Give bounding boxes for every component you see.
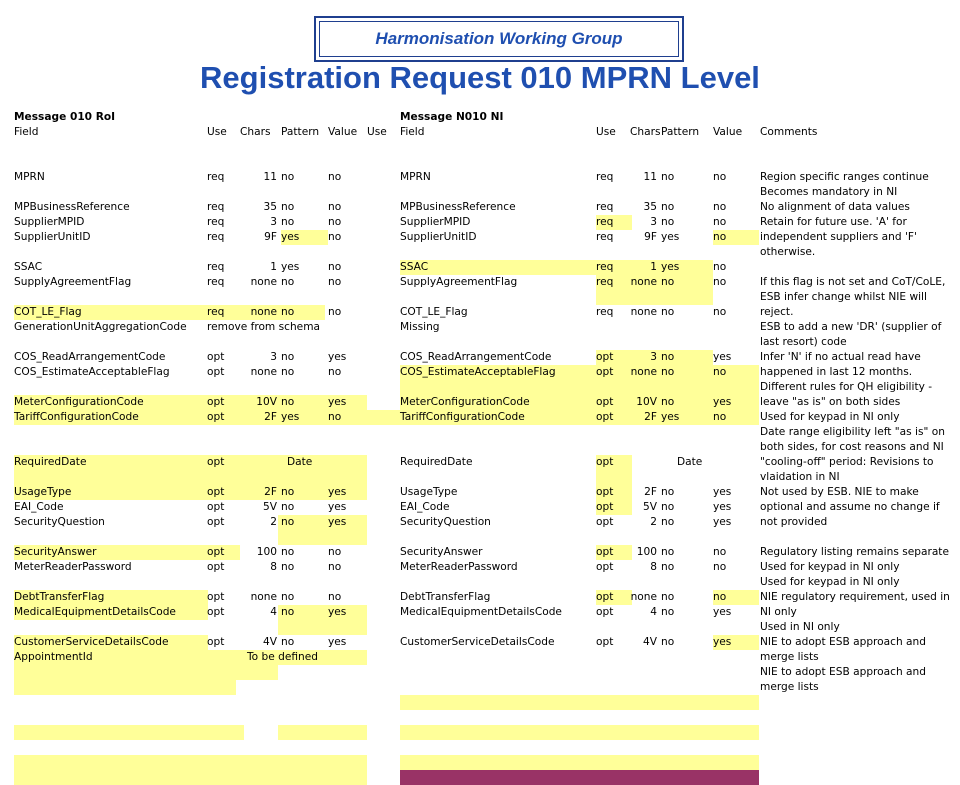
left-use: opt [207, 366, 225, 378]
right-field-name: DebtTransferFlag [400, 591, 491, 603]
row-comment: Different rules for QH eligibility - leave "as is" on both sides [760, 381, 933, 408]
left-use: req [207, 201, 225, 213]
right-field-name: SupplierMPID [400, 216, 471, 228]
row-comment: Region specific ranges continue [760, 171, 929, 183]
right-pattern: no [661, 276, 675, 288]
right-use: opt [596, 636, 614, 648]
right-column-header: Pattern [661, 126, 700, 138]
left-pattern: no [281, 396, 295, 408]
right-field-name: AppointmentId [400, 651, 479, 663]
right-pattern: no [661, 546, 675, 558]
right-use: opt [596, 486, 614, 498]
left-chars: 100 [256, 546, 277, 558]
row-comment: NIE regulatory requirement, used in NI only [760, 591, 950, 618]
highlight-cell [14, 755, 367, 770]
right-value: no [713, 201, 727, 213]
row-comment: NIE to adopt ESB approach and merge lists [760, 666, 926, 693]
right-chars: 3 [650, 216, 657, 228]
right-value: yes [713, 351, 732, 363]
left-field-name: DebtTransferFlag [14, 591, 105, 603]
row-comment: Not used by ESB. NIE to make optional and assume no change if not provided [760, 486, 940, 528]
left-use: req [207, 171, 225, 183]
right-use: opt [596, 516, 614, 528]
right-pattern: yes [661, 261, 680, 273]
left-use: opt [207, 606, 225, 618]
right-use: opt [596, 456, 614, 468]
left-pattern: yes [281, 411, 300, 423]
left-chars: 3 [270, 351, 277, 363]
left-field-name: SupplyAgreementFlag [14, 276, 132, 288]
right-use: opt [596, 411, 614, 423]
right-pattern: yes [661, 411, 680, 423]
right-field-name: COT_LE_Flag [400, 306, 468, 318]
right-date: Date [677, 456, 703, 468]
left-use: opt [207, 501, 225, 513]
left-value: no [328, 561, 342, 573]
left-use: opt [207, 411, 225, 423]
left-value: yes [328, 606, 347, 618]
right-use: opt [596, 561, 614, 573]
left-remove-note: remove from schema [207, 321, 321, 333]
left-chars: 8 [270, 561, 277, 573]
right-pattern: no [661, 516, 675, 528]
right-table-heading: Message N010 NI [400, 111, 504, 123]
left-field-name: MedicalEquipmentDetailsCode [14, 606, 176, 618]
left-chars: 2F [264, 486, 277, 498]
left-chars: 1 [270, 261, 277, 273]
comparison-table [14, 110, 955, 698]
left-field-name: MPBusinessReference [14, 201, 130, 213]
left-field-name: TariffConfigurationCode [14, 411, 139, 423]
right-value: no [713, 171, 727, 183]
right-field-name: SupplyAgreementFlag [400, 276, 518, 288]
right-chars: none [630, 276, 657, 288]
left-field-name: COS_EstimateAcceptableFlag [14, 366, 170, 378]
left-chars: none [250, 276, 277, 288]
highlight-cell [14, 680, 236, 695]
right-pattern: no [661, 636, 675, 648]
left-use: opt [207, 486, 225, 498]
left-use: opt [207, 636, 225, 648]
left-field-name: EAI_Code [14, 501, 64, 513]
left-use: opt [207, 546, 225, 558]
right-field-name: MPBusinessReference [400, 201, 516, 213]
left-value: no [328, 366, 342, 378]
left-value: yes [328, 501, 347, 513]
left-use: req [207, 276, 225, 288]
left-chars: 10V [256, 396, 277, 408]
left-value: no [328, 546, 342, 558]
right-pattern: no [661, 606, 675, 618]
left-chars: 9F [264, 231, 277, 243]
left-chars: 4V [263, 636, 277, 648]
left-field-name: MeterReaderPassword [14, 561, 132, 573]
right-field-name: CustomerServiceDetailsCode [400, 636, 555, 648]
right-field-name: MPRN [400, 171, 431, 183]
left-column-header: Field [14, 126, 39, 138]
left-value: no [328, 591, 342, 603]
left-field-name: MeterConfigurationCode [14, 396, 144, 408]
right-pattern: yes [661, 231, 680, 243]
highlight-cell [400, 755, 759, 770]
left-pattern: no [281, 561, 295, 573]
left-field-name: UsageType [14, 486, 72, 498]
right-pattern: no [661, 396, 675, 408]
highlight-cell [400, 260, 596, 275]
right-value: no [713, 231, 727, 243]
right-use: req [596, 306, 614, 318]
left-date: Date [287, 456, 313, 468]
left-pattern: no [281, 351, 295, 363]
left-use: req [207, 261, 225, 273]
left-use: opt [207, 396, 225, 408]
left-field-name: SSAC [14, 261, 43, 273]
right-value: no [713, 546, 727, 558]
left-field-name: SecurityAnswer [14, 546, 97, 558]
right-chars: 1 [650, 261, 657, 273]
right-value: no [713, 411, 727, 423]
left-pattern: no [281, 306, 295, 318]
row-comment: Used in NI only [760, 621, 840, 633]
left-pattern: no [281, 591, 295, 603]
left-pattern: no [281, 636, 295, 648]
right-value: no [713, 591, 727, 603]
left-chars: 11 [263, 171, 277, 183]
right-field-name: Missing [400, 321, 440, 333]
right-use: opt [596, 501, 614, 513]
left-value: no [328, 216, 342, 228]
left-value: no [328, 276, 342, 288]
right-field-name: SecurityQuestion [400, 516, 491, 528]
left-use: req [207, 306, 225, 318]
right-use: req [596, 231, 614, 243]
left-chars: 2 [270, 516, 277, 528]
left-pattern: no [281, 216, 295, 228]
left-pattern: no [281, 486, 295, 498]
highlight-cell [14, 725, 244, 740]
right-value: yes [713, 486, 732, 498]
right-field-name: EAI_Code [400, 501, 450, 513]
left-value: yes [328, 516, 347, 528]
right-use: opt [596, 396, 614, 408]
right-pattern: no [661, 561, 675, 573]
right-column-header: Field [400, 126, 425, 138]
left-use: req [207, 231, 225, 243]
left-chars: none [250, 306, 277, 318]
left-chars: 5V [263, 501, 277, 513]
right-chars: 2F [644, 411, 657, 423]
left-pattern: no [281, 366, 295, 378]
left-field-name: COS_ReadArrangementCode [14, 351, 166, 363]
left-field-name: GenerationUnitAggregationCode [14, 321, 187, 333]
left-chars: 3 [270, 216, 277, 228]
right-value: yes [713, 516, 732, 528]
right-value: yes [713, 501, 732, 513]
highlight-cell [14, 770, 367, 785]
left-chars: 35 [263, 201, 277, 213]
right-chars: 10V [636, 396, 657, 408]
left-field-name: AppointmentId [14, 651, 93, 663]
highlight-cell [278, 725, 367, 740]
row-comment: No alignment of data values [760, 201, 910, 213]
right-pattern: no [661, 351, 675, 363]
page-title: Registration Request 010 MPRN Level [200, 60, 760, 95]
right-field-name: COS_EstimateAcceptableFlag [400, 366, 556, 378]
left-value: yes [328, 351, 347, 363]
right-pattern: no [661, 216, 675, 228]
left-value: no [328, 306, 342, 318]
right-use: opt [596, 351, 614, 363]
right-column-header: Comments [760, 126, 818, 138]
right-column-header: Chars [630, 126, 661, 138]
right-field-name: SecurityAnswer [400, 546, 483, 558]
row-comment: Becomes mandatory in NI [760, 186, 898, 198]
left-value: yes [328, 636, 347, 648]
left-value: no [328, 171, 342, 183]
highlight-cell [400, 695, 759, 710]
right-value: no [713, 366, 727, 378]
right-pattern: no [661, 306, 675, 318]
row-comment: Retain for future use. 'A' for independent suppliers and 'F' otherwise. [760, 216, 917, 258]
right-chars: 8 [650, 561, 657, 573]
left-table-heading: Message 010 RoI [14, 111, 116, 123]
left-chars: 4 [270, 606, 277, 618]
right-value: no [713, 306, 727, 318]
right-chars: none [630, 366, 657, 378]
right-chars: 35 [643, 201, 657, 213]
right-use: opt [596, 591, 614, 603]
right-field-name: SupplierUnitID [400, 231, 477, 243]
right-field-name: SSAC [400, 261, 429, 273]
right-value: yes [713, 396, 732, 408]
left-column-header: Pattern [281, 126, 320, 138]
right-field-name: COS_ReadArrangementCode [400, 351, 552, 363]
right-chars: 2 [650, 516, 657, 528]
right-value: no [713, 276, 727, 288]
right-field-name: UsageType [400, 486, 458, 498]
right-pattern: no [661, 201, 675, 213]
right-pattern: no [661, 591, 675, 603]
left-pattern: no [281, 201, 295, 213]
left-value: no [328, 201, 342, 213]
right-pattern: no [661, 171, 675, 183]
right-chars: 4V [643, 636, 657, 648]
right-field-name: MedicalEquipmentDetailsCode [400, 606, 562, 618]
left-field-name: SupplierUnitID [14, 231, 91, 243]
right-chars: 3 [650, 351, 657, 363]
left-field-name: SecurityQuestion [14, 516, 105, 528]
right-column-header: Use [596, 126, 616, 138]
left-field-name: RequiredDate [14, 456, 87, 468]
row-comment: Used for keypad in NI only [760, 576, 900, 588]
left-pattern: yes [281, 261, 300, 273]
left-pattern: no [281, 516, 295, 528]
left-field-name: COT_LE_Flag [14, 306, 82, 318]
right-chars: none [630, 306, 657, 318]
working-group-label: Harmonisation Working Group [375, 29, 623, 48]
row-comment: NIE to adopt ESB approach and merge lists [760, 636, 926, 663]
left-use: opt [207, 516, 225, 528]
row-comment: Used for keypad in NI only [760, 561, 900, 573]
right-field-name: RequiredDate [400, 456, 473, 468]
left-field-name: SupplierMPID [14, 216, 85, 228]
left-tbd-note: To be defined [247, 651, 318, 663]
right-chars: none [630, 591, 657, 603]
right-tbd-note: To be defined [638, 651, 709, 663]
working-group-inner-border [319, 21, 679, 57]
right-chars: 5V [643, 501, 657, 513]
left-value: no [328, 261, 342, 273]
left-chars: none [250, 366, 277, 378]
row-comment: ESB to add a new 'DR' (supplier of last resort) code [760, 321, 942, 348]
right-field-name: TariffConfigurationCode [400, 411, 525, 423]
left-value: no [328, 231, 342, 243]
highlight-cell-maroon [400, 770, 759, 785]
left-column-header: Value [328, 126, 358, 138]
left-pattern: no [281, 276, 295, 288]
left-use: opt [207, 351, 225, 363]
left-value: no [328, 411, 342, 423]
right-pattern: no [661, 501, 675, 513]
right-pattern: no [661, 366, 675, 378]
left-pattern: no [281, 546, 295, 558]
row-comment: Infer 'N' if no actual read have happened in last 12 months. [760, 351, 921, 378]
left-pattern: no [281, 501, 295, 513]
left-column-header: Chars [240, 126, 271, 138]
left-use: opt [207, 561, 225, 573]
right-use: opt [596, 606, 614, 618]
right-value: no [713, 216, 727, 228]
left-chars: none [250, 591, 277, 603]
right-field-name: MeterReaderPassword [400, 561, 518, 573]
left-use: req [207, 216, 225, 228]
right-use: opt [596, 366, 614, 378]
right-use: opt [596, 546, 614, 558]
right-pattern: no [661, 486, 675, 498]
row-comment: Regulatory listing remains separate [760, 546, 949, 558]
right-chars: 100 [636, 546, 657, 558]
right-chars: 2F [644, 486, 657, 498]
right-chars: 11 [643, 171, 657, 183]
highlight-cell [400, 725, 759, 740]
right-use: req [596, 261, 614, 273]
right-column-header: Value [713, 126, 743, 138]
left-field-name: MPRN [14, 171, 45, 183]
right-value: yes [713, 636, 732, 648]
right-use: req [596, 276, 614, 288]
row-comment: If this flag is not set and CoT/CoLE, ESB infer change whilst NIE will reject. [760, 276, 946, 318]
left-value: yes [328, 396, 347, 408]
right-use: req [596, 216, 614, 228]
left-column-header: Use [367, 126, 387, 138]
right-value: no [713, 261, 727, 273]
right-use: req [596, 171, 614, 183]
left-chars: 2F [264, 411, 277, 423]
left-value: yes [328, 486, 347, 498]
row-comment: Date range eligibility left "as is" on both sides, for cost reasons and NI "cooling-off" period: Revisions to vlaidation in NI [760, 426, 945, 483]
left-pattern: no [281, 606, 295, 618]
right-value: yes [713, 606, 732, 618]
left-use: opt [207, 591, 225, 603]
right-field-name: MeterConfigurationCode [400, 396, 530, 408]
row-comment: Used for keypad in NI only [760, 411, 900, 423]
right-chars: 9F [644, 231, 657, 243]
right-chars: 4 [650, 606, 657, 618]
right-use: req [596, 201, 614, 213]
left-use: opt [207, 456, 225, 468]
left-field-name: CustomerServiceDetailsCode [14, 636, 169, 648]
left-pattern: no [281, 171, 295, 183]
working-group-box [314, 16, 684, 62]
left-pattern: yes [281, 231, 300, 243]
left-column-header: Use [207, 126, 227, 138]
right-value: no [713, 561, 727, 573]
